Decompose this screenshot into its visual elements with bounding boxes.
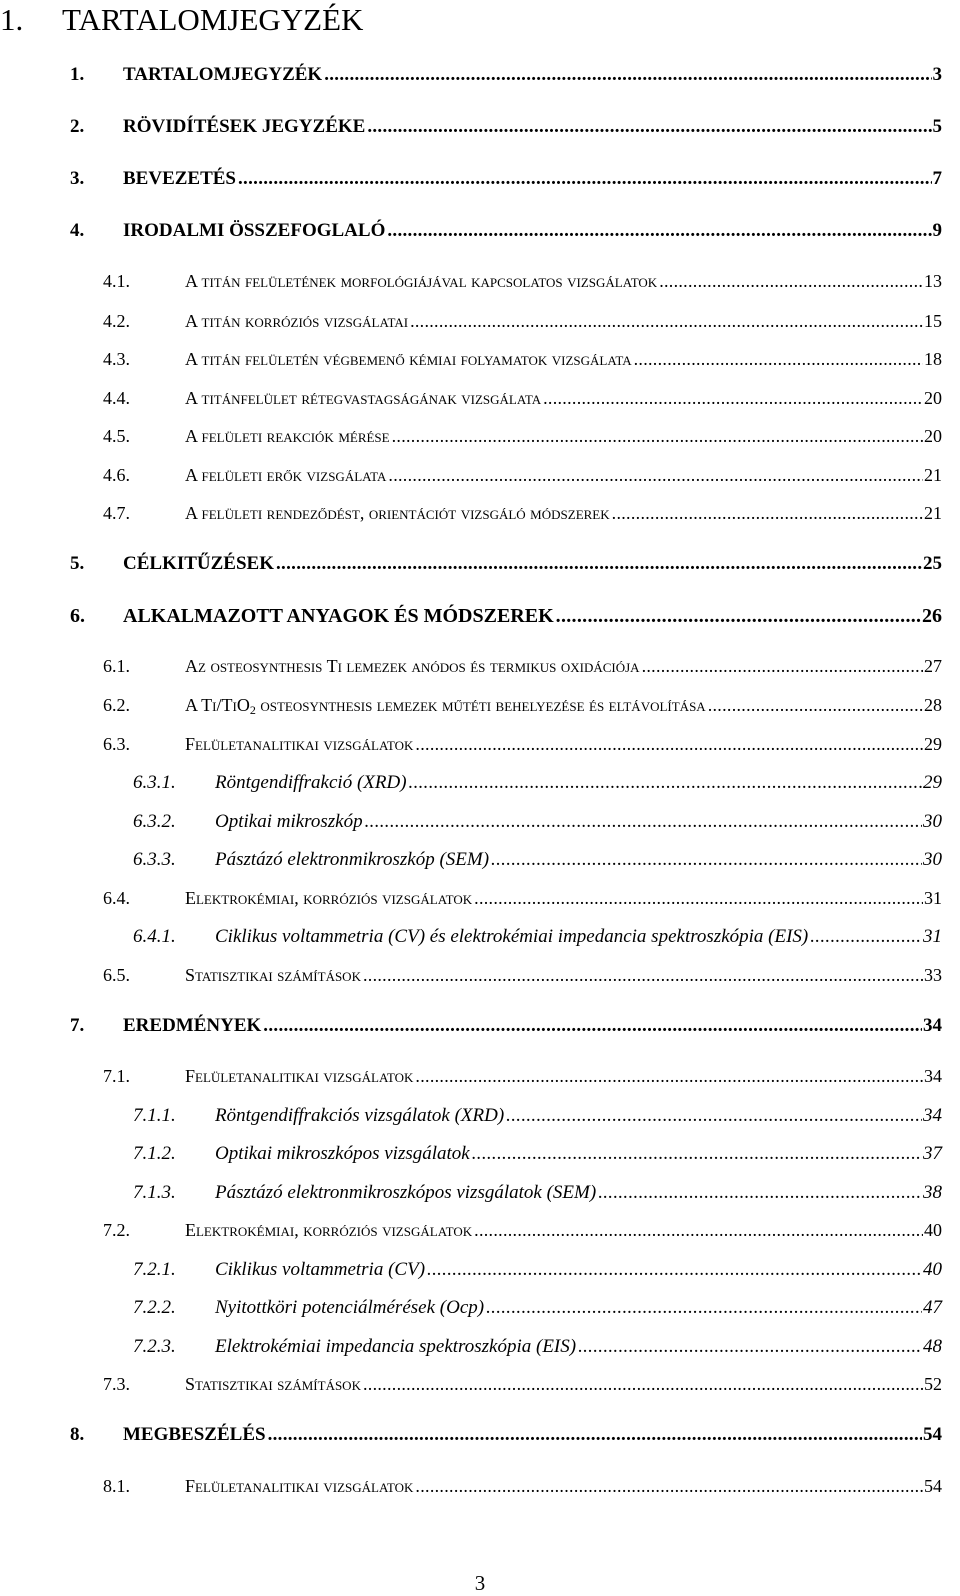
toc-entry-number: 7.3. <box>103 1374 130 1394</box>
dot-leader <box>268 1424 922 1446</box>
dot-leader <box>365 811 922 833</box>
toc-entry-number: 7.1.1. <box>133 1105 176 1126</box>
toc-entry[interactable] <box>133 926 942 956</box>
dot-leader <box>486 1297 922 1319</box>
toc-entry-page: 18 <box>924 349 942 369</box>
toc-entry[interactable] <box>103 656 942 686</box>
toc-entry-number: 6.2. <box>103 695 130 715</box>
toc-entry-page: 31 <box>923 926 942 947</box>
toc-entry-page: 29 <box>923 772 942 793</box>
toc-entry-number: 8. <box>70 1424 85 1445</box>
toc-entry-title: A titán felületének morfológiájával kapcsolatos vizsgálatok <box>185 271 658 291</box>
toc-entry-number: 6.3.2. <box>133 811 176 832</box>
toc-entry[interactable] <box>133 772 942 802</box>
toc-entry[interactable] <box>70 553 942 583</box>
toc-entry-page: 21 <box>924 465 942 485</box>
toc-entry-number: 7.1.2. <box>133 1143 176 1164</box>
dot-leader <box>238 168 932 190</box>
toc-entry[interactable] <box>103 503 942 533</box>
toc-entry-number: 7.2.1. <box>133 1259 176 1280</box>
toc-entry[interactable] <box>133 1336 942 1366</box>
toc-entry-number: 6.3.1. <box>133 772 176 793</box>
toc-entry[interactable] <box>103 1220 942 1250</box>
dot-leader <box>415 734 923 755</box>
toc-entry-number: 4.3. <box>103 349 130 369</box>
dot-leader <box>708 695 923 716</box>
toc-entry-number: 7.2. <box>103 1220 130 1240</box>
toc-heading-number: 1. <box>0 2 24 37</box>
dot-leader <box>263 1015 922 1037</box>
toc-entry-title: Röntgendiffrakció (XRD) <box>215 772 407 793</box>
toc-entry[interactable] <box>70 64 942 94</box>
dot-leader <box>491 849 922 871</box>
toc-entry-page: 29 <box>924 734 942 754</box>
toc-entry-page: 40 <box>924 1220 942 1240</box>
toc-entry-title-part: osteosynthesis lemezek műtéti behelyezése és eltávolítása <box>255 695 706 715</box>
subscript: 2 <box>249 703 256 717</box>
toc-entry-page: 28 <box>924 695 942 715</box>
toc-entry[interactable] <box>133 1297 942 1327</box>
dot-leader <box>415 1066 923 1087</box>
dot-leader <box>612 503 923 524</box>
toc-entry-page: 9 <box>932 220 942 241</box>
toc-entry-number: 1. <box>70 64 85 85</box>
toc-entry-page: 20 <box>924 426 942 446</box>
toc-entry[interactable] <box>103 465 942 495</box>
dot-leader <box>392 426 923 447</box>
toc-entry-page: 13 <box>924 271 942 291</box>
toc-entry[interactable] <box>133 1259 942 1289</box>
toc-entry-page: 15 <box>924 311 942 331</box>
dot-leader <box>506 1105 922 1127</box>
toc-entry[interactable] <box>103 388 942 418</box>
toc-entry-title: Optikai mikroszkóp <box>215 811 363 832</box>
toc-entry-title: RÖVIDÍTÉSEK JEGYZÉKE <box>123 116 366 137</box>
toc-entry-page: 52 <box>924 1374 942 1394</box>
toc-entry-page: 30 <box>923 849 942 870</box>
toc-entry-number: 6.3.3. <box>133 849 176 870</box>
toc-entry-title: MEGBESZÉLÉS <box>123 1424 266 1445</box>
dot-leader <box>409 772 922 794</box>
toc-entry-title: Elektrokémiai, korróziós vizsgálatok <box>185 888 473 908</box>
toc-entry-title: IRODALMI ÖSSZEFOGLALÓ <box>123 220 386 241</box>
toc-entry[interactable] <box>70 220 942 250</box>
toc-entry-title: A titán korróziós vizsgálatai <box>185 311 409 331</box>
toc-entry-number: 5. <box>70 553 85 574</box>
toc-entry[interactable] <box>103 965 942 995</box>
toc-entry[interactable] <box>103 349 942 379</box>
toc-entry-title: Pásztázó elektronmikroszkópos vizsgálatok (SEM) <box>215 1182 597 1203</box>
toc-entry[interactable] <box>103 734 942 764</box>
toc-entry[interactable] <box>103 695 942 725</box>
dot-leader <box>388 465 923 486</box>
dot-leader <box>642 656 923 677</box>
toc-entry-title: CÉLKITŰZÉSEK <box>123 553 274 574</box>
toc-heading <box>0 2 363 38</box>
dot-leader <box>324 64 931 86</box>
toc-entry[interactable] <box>103 1476 942 1506</box>
toc-entry-page: 25 <box>923 553 942 574</box>
toc-entry[interactable] <box>133 811 942 841</box>
toc-entry-title: Pásztázó elektronmikroszkóp (SEM) <box>215 849 490 870</box>
dot-leader <box>543 388 923 409</box>
toc-entry-number: 6.1. <box>103 656 130 676</box>
toc-entry[interactable] <box>103 1374 942 1404</box>
toc-entry-number: 8.1. <box>103 1476 130 1496</box>
dot-leader <box>276 553 922 575</box>
toc-entry[interactable] <box>103 1066 942 1096</box>
dot-leader <box>367 116 931 138</box>
toc-entry-title: A felületi rendeződést, orientációt vizsgáló módszerek <box>185 503 610 523</box>
toc-entry-page: 5 <box>932 116 942 137</box>
toc-entry-title: Elektrokémiai impedancia spektroszkópia (EIS) <box>215 1336 577 1357</box>
toc-entry[interactable] <box>70 1424 942 1454</box>
toc-entry-page: 48 <box>923 1336 942 1357</box>
toc-entry-title: A titánfelület rétegvastagságának vizsgálata <box>185 388 542 408</box>
toc-entry-title: EREDMÉNYEK <box>123 1015 262 1036</box>
toc-entry[interactable] <box>70 168 942 198</box>
toc-entry-page: 20 <box>924 388 942 408</box>
toc-heading-title: TARTALOMJEGYZÉK <box>62 2 364 37</box>
toc-entry-page: 21 <box>924 503 942 523</box>
toc-entry-number: 7.1. <box>103 1066 130 1086</box>
toc-entry-number: 6. <box>70 605 85 627</box>
toc-entry-number: 2. <box>70 116 85 137</box>
toc-entry[interactable] <box>133 849 942 879</box>
dot-leader <box>598 1182 922 1204</box>
toc-entry-page: 47 <box>923 1297 942 1318</box>
toc-entry-title: TARTALOMJEGYZÉK <box>123 64 323 85</box>
toc-entry-page: 27 <box>924 656 942 676</box>
dot-leader <box>415 1476 923 1497</box>
dot-leader <box>474 888 923 909</box>
toc-entry-number: 6.4.1. <box>133 926 176 947</box>
dot-leader <box>363 965 923 986</box>
dot-leader <box>410 311 923 332</box>
toc-entry-title: ALKALMAZOTT ANYAGOK ÉS MÓDSZEREK <box>123 605 554 627</box>
toc-entry[interactable] <box>103 311 942 341</box>
toc-entry-page: 3 <box>932 64 942 85</box>
toc-entry-number: 4.2. <box>103 311 130 331</box>
toc-entry-title: Elektrokémiai, korróziós vizsgálatok <box>185 1220 473 1240</box>
toc-entry-number: 4. <box>70 220 85 241</box>
toc-entry-page: 54 <box>923 1424 942 1445</box>
toc-entry-title: Ciklikus voltammetria (CV) és elektrokémiai impedancia spektroszkópia (EIS) <box>215 926 809 947</box>
toc-entry-number: 7.2.3. <box>133 1336 176 1357</box>
toc-entry-number: 4.4. <box>103 388 130 408</box>
toc-entry-title: Felületanalitikai vizsgálatok <box>185 1066 414 1086</box>
toc-entry[interactable] <box>133 1105 942 1135</box>
toc-entry-page: 34 <box>923 1105 942 1126</box>
dot-leader <box>578 1336 922 1358</box>
toc-entry-title-part: A Ti/TiO <box>185 695 250 715</box>
dot-leader <box>363 1374 923 1395</box>
toc-entry[interactable] <box>70 605 942 635</box>
toc-entry-title: Statisztikai számítások <box>185 965 361 985</box>
toc-entry-number: 4.6. <box>103 465 130 485</box>
dot-leader <box>474 1220 923 1241</box>
toc-entry-title: Röntgendiffrakciós vizsgálatok (XRD) <box>215 1105 505 1126</box>
toc-entry-title: A felületi reakciók mérése <box>185 426 390 446</box>
page-number: 3 <box>474 1571 486 1595</box>
toc-entry-title <box>185 695 706 716</box>
toc-entry[interactable] <box>133 1143 942 1173</box>
toc-entry[interactable] <box>70 1015 942 1045</box>
toc-entry-page: 38 <box>923 1182 942 1203</box>
toc-entry-page: 54 <box>924 1476 942 1496</box>
toc-entry-title: Optikai mikroszkópos vizsgálatok <box>215 1143 470 1164</box>
toc-entry-title: Felületanalitikai vizsgálatok <box>185 734 414 754</box>
toc-entry[interactable] <box>133 1182 942 1212</box>
toc-entry[interactable] <box>70 116 942 146</box>
toc-entry-number: 4.1. <box>103 271 130 291</box>
dot-leader <box>810 926 922 948</box>
toc-entry-page: 31 <box>924 888 942 908</box>
toc-entry-page: 34 <box>923 1015 942 1036</box>
toc-entry-page: 34 <box>924 1066 942 1086</box>
dot-leader <box>472 1143 922 1165</box>
toc-entry-page: 37 <box>923 1143 942 1164</box>
toc-entry-title: A titán felületén végbemenő kémiai folyamatok vizsgálata <box>185 349 632 369</box>
toc-entry-page: 26 <box>922 605 942 627</box>
toc-entry-title: Felületanalitikai vizsgálatok <box>185 1476 414 1496</box>
toc-entry-title: A felületi erők vizsgálata <box>185 465 387 485</box>
toc-entry[interactable] <box>103 271 942 301</box>
dot-leader <box>556 605 921 628</box>
dot-leader <box>387 220 931 242</box>
toc-entry-title: BEVEZETÉS <box>123 168 236 189</box>
toc-entry-page: 40 <box>923 1259 942 1280</box>
toc-entry-number: 6.3. <box>103 734 130 754</box>
toc-entry-page: 30 <box>923 811 942 832</box>
dot-leader <box>659 271 923 292</box>
toc-entry-number: 3. <box>70 168 85 189</box>
toc-entry-number: 4.7. <box>103 503 130 523</box>
toc-entry-number: 4.5. <box>103 426 130 446</box>
toc-entry-title: Statisztikai számítások <box>185 1374 361 1394</box>
toc-entry[interactable] <box>103 888 942 918</box>
toc-entry-title: Az osteosynthesis Ti lemezek anódos és termikus oxidációja <box>185 656 640 676</box>
toc-entry-page: 7 <box>932 168 942 189</box>
toc-entry-number: 6.5. <box>103 965 130 985</box>
toc-entry-number: 6.4. <box>103 888 130 908</box>
toc-entry-number: 7.2.2. <box>133 1297 176 1318</box>
dot-leader <box>427 1259 922 1281</box>
toc-entry[interactable] <box>103 426 942 456</box>
toc-entry-number: 7. <box>70 1015 85 1036</box>
dot-leader <box>634 349 923 370</box>
toc-entry-page: 33 <box>924 965 942 985</box>
toc-entry-title: Ciklikus voltammetria (CV) <box>215 1259 426 1280</box>
toc-entry-number: 7.1.3. <box>133 1182 176 1203</box>
toc-entry-title: Nyitottköri potenciálmérések (Ocp) <box>215 1297 485 1318</box>
